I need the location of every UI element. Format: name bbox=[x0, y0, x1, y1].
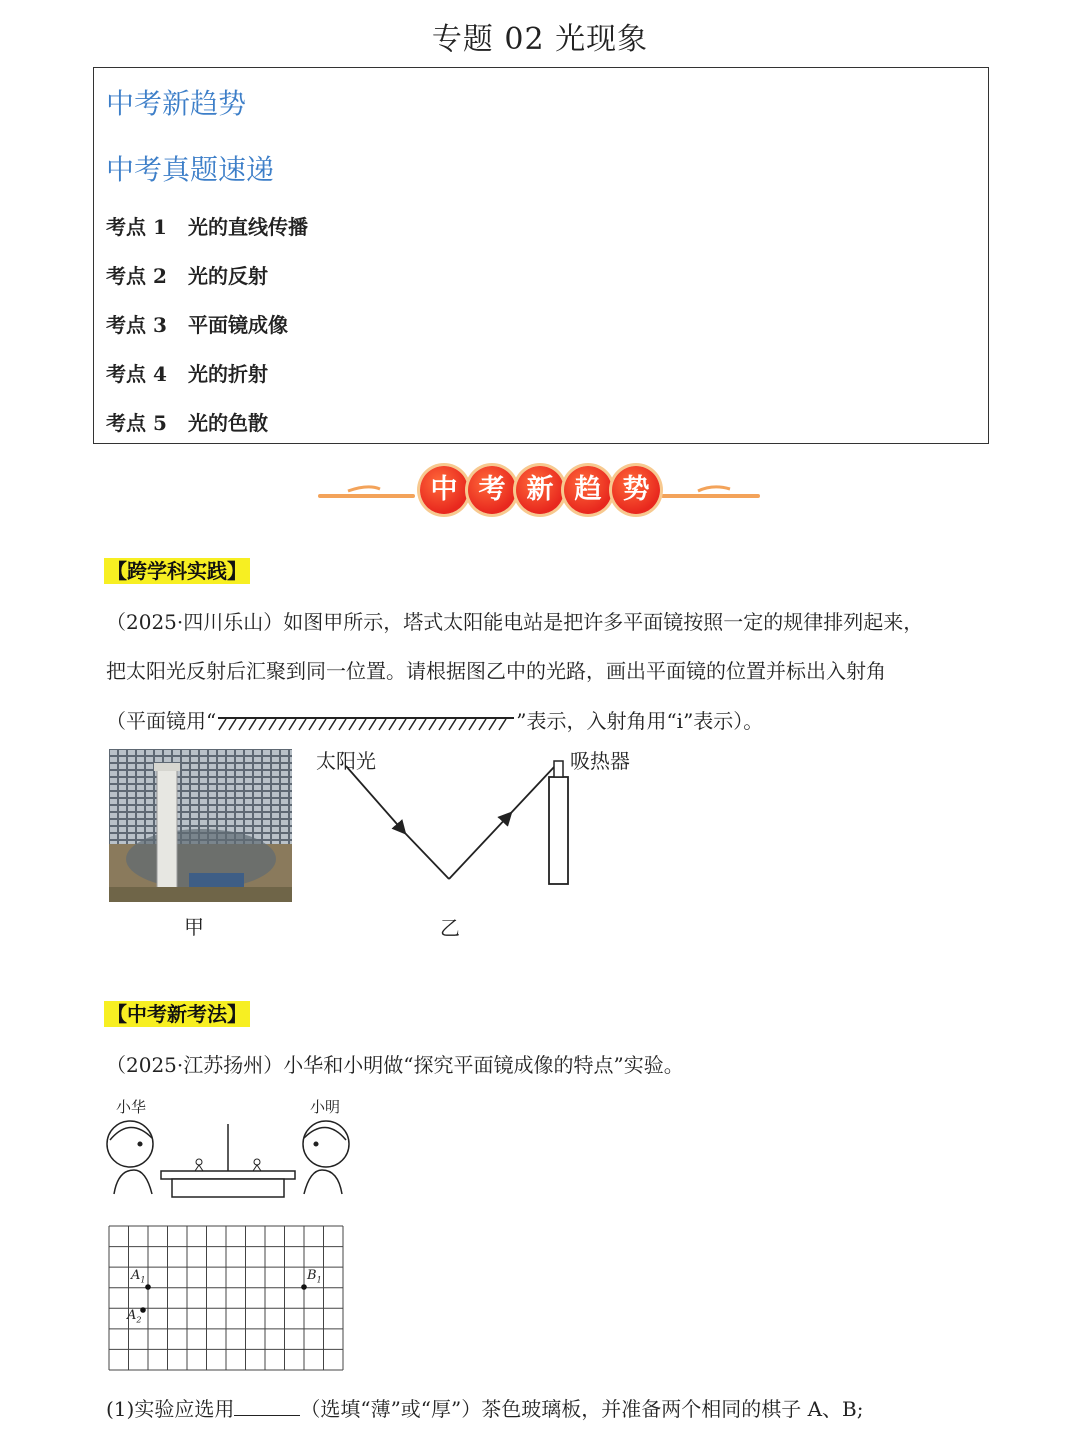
q1-line-2: 把太阳光反射后汇聚到同一位置。请根据图乙中的光路，画出平面镜的位置并标出入射角 bbox=[106, 659, 886, 683]
solar-tower-photo-drawing bbox=[109, 749, 292, 902]
point-a1-dot bbox=[145, 1284, 151, 1290]
banner-char-4: 趋 bbox=[564, 466, 612, 514]
toc-item-5[interactable]: 考点 5 光的色散 bbox=[106, 411, 268, 435]
heat-absorber-head bbox=[554, 761, 563, 777]
toc-item-2[interactable]: 考点 2 光的反射 bbox=[106, 264, 268, 288]
toc-heading-real-exams[interactable]: 中考真题速递 bbox=[106, 153, 275, 186]
chess-piece-a-icon bbox=[195, 1159, 203, 1171]
banner-char-1: 中 bbox=[420, 466, 468, 514]
chess-piece-b-icon bbox=[253, 1159, 261, 1171]
section-banner bbox=[318, 462, 760, 522]
point-a1-label: $A_1$ bbox=[131, 1268, 146, 1285]
q1-line-1: （2025·四川乐山）如图甲所示，塔式太阳能电站是把许多平面镜按照一定的规律排列起来， bbox=[106, 610, 924, 634]
answer-blank[interactable] bbox=[234, 1399, 300, 1416]
q1-line-3: （平面镜用“ ”表示，入射角用“i”表示）。 bbox=[106, 709, 764, 733]
figure-a-caption: 甲 bbox=[184, 915, 204, 939]
person-right-label: 小明 bbox=[310, 1098, 341, 1116]
banner-char-5: 势 bbox=[612, 466, 660, 514]
person-left-icon bbox=[107, 1121, 153, 1194]
toc-heading-trends[interactable]: 中考新趋势 bbox=[106, 87, 247, 120]
solar-tower-photo bbox=[109, 749, 292, 902]
banner-char-2: 考 bbox=[468, 466, 516, 514]
point-b1-label: $B_1$ bbox=[307, 1268, 322, 1285]
sunlight-label: 太阳光 bbox=[316, 749, 376, 773]
person-right-icon bbox=[303, 1121, 349, 1194]
table-body-icon bbox=[172, 1179, 284, 1197]
q2-tag: 【中考新考法】 bbox=[104, 998, 250, 1027]
absorber-label: 吸热器 bbox=[570, 749, 630, 773]
toc-item-3[interactable]: 考点 3 平面镜成像 bbox=[106, 313, 288, 337]
toc-item-4[interactable]: 考点 4 光的折射 bbox=[106, 362, 268, 386]
point-a2-label: $A_2$ bbox=[127, 1308, 142, 1325]
person-left-label: 小华 bbox=[116, 1098, 147, 1116]
toc-item-1[interactable]: 考点 1 光的直线传播 bbox=[106, 215, 308, 239]
banner-char-3: 新 bbox=[516, 466, 564, 514]
point-b1-dot bbox=[301, 1284, 307, 1290]
figure-b-caption: 乙 bbox=[440, 916, 460, 940]
table-of-contents bbox=[93, 67, 989, 444]
mirror-symbol-icon bbox=[216, 714, 516, 732]
grid-paper bbox=[108, 1225, 344, 1371]
heat-absorber-tower bbox=[549, 777, 568, 884]
experiment-scene bbox=[100, 1118, 360, 1200]
q2-line-1: （2025·江苏扬州）小华和小明做“探究平面镜成像的特点”实验。 bbox=[106, 1053, 684, 1077]
table-top-icon bbox=[161, 1171, 295, 1179]
q1-tag: 【跨学科实践】 bbox=[104, 555, 250, 584]
q2-sub1: (1)实验应选用 （选填“薄”或“厚”）茶色玻璃板，并准备两个相同的棋子 A、B; bbox=[106, 1397, 864, 1421]
page-title: 专题 02 光现象 bbox=[431, 22, 649, 57]
